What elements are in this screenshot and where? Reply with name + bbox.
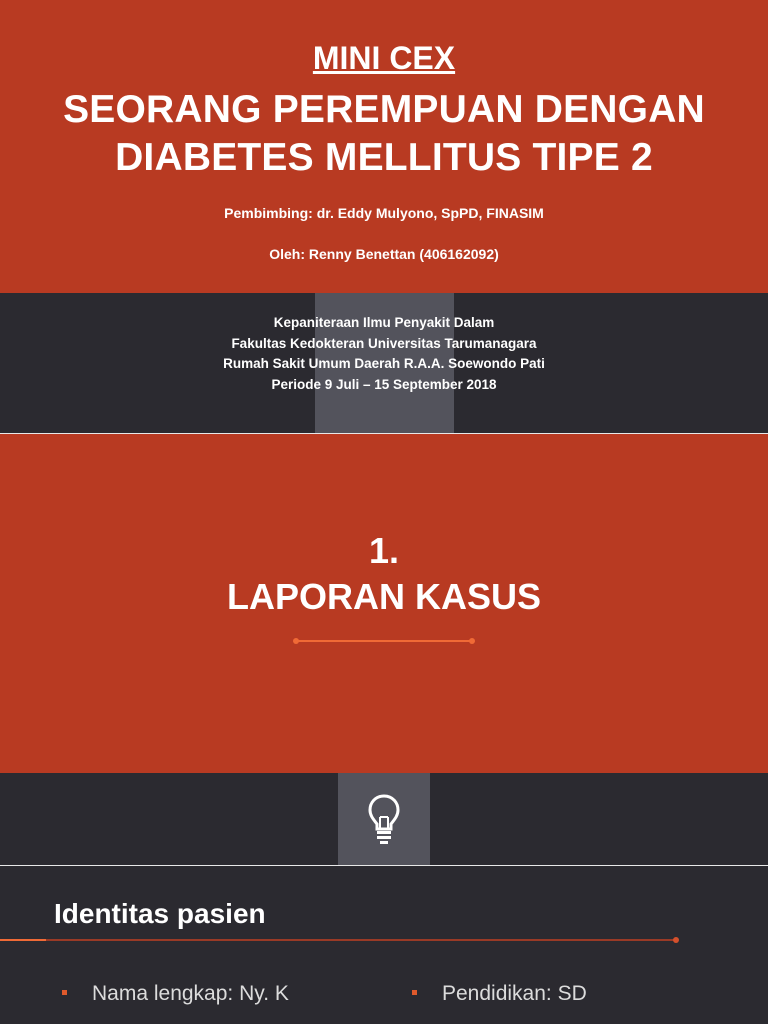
- title-slide-header: [0, 0, 768, 293]
- institution-block: [0, 313, 768, 395]
- title-line-2: DIABETES MELLITUS TIPE 2: [115, 136, 653, 179]
- author-text: Oleh: Renny Benettan (406162092): [269, 246, 499, 262]
- section-slide-footer: [0, 773, 768, 865]
- bullet-marker: [62, 990, 67, 995]
- section-slide-header: [0, 434, 768, 773]
- title-underline: [0, 939, 676, 941]
- bullet-marker: [412, 990, 417, 995]
- institution-line: Kepaniteraan Ilmu Penyakit Dalam: [273, 315, 495, 330]
- section-number: 1.: [368, 530, 400, 571]
- list-item-text: Pendidikan: SD: [442, 982, 587, 1005]
- slide-title: Identitas pasien: [54, 898, 266, 929]
- patient-identity-slide: [0, 866, 768, 1024]
- lightbulb-icon: [366, 793, 402, 845]
- section-title: LAPORAN KASUS: [226, 576, 541, 617]
- supervisor-text: Pembimbing: dr. Eddy Mulyono, SpPD, FINASIM: [224, 205, 544, 221]
- title-line-1: SEORANG PEREMPUAN DENGAN: [63, 88, 705, 131]
- institution-line: Rumah Sakit Umum Daerah R.A.A. Soewondo Pati: [223, 356, 545, 371]
- list-item-text: Nama lengkap: Ny. K: [92, 982, 289, 1005]
- presentation-title: [10, 86, 758, 182]
- presentation-label: MINI CEX: [312, 40, 456, 76]
- title-slide-footer: [0, 293, 768, 433]
- section-divider: [296, 640, 472, 642]
- icon-panel: [338, 773, 430, 865]
- institution-line: Fakultas Kedokteran Universitas Tarumanagara: [231, 335, 537, 351]
- institution-line: Periode 9 Juli – 15 September 2018: [271, 376, 497, 392]
